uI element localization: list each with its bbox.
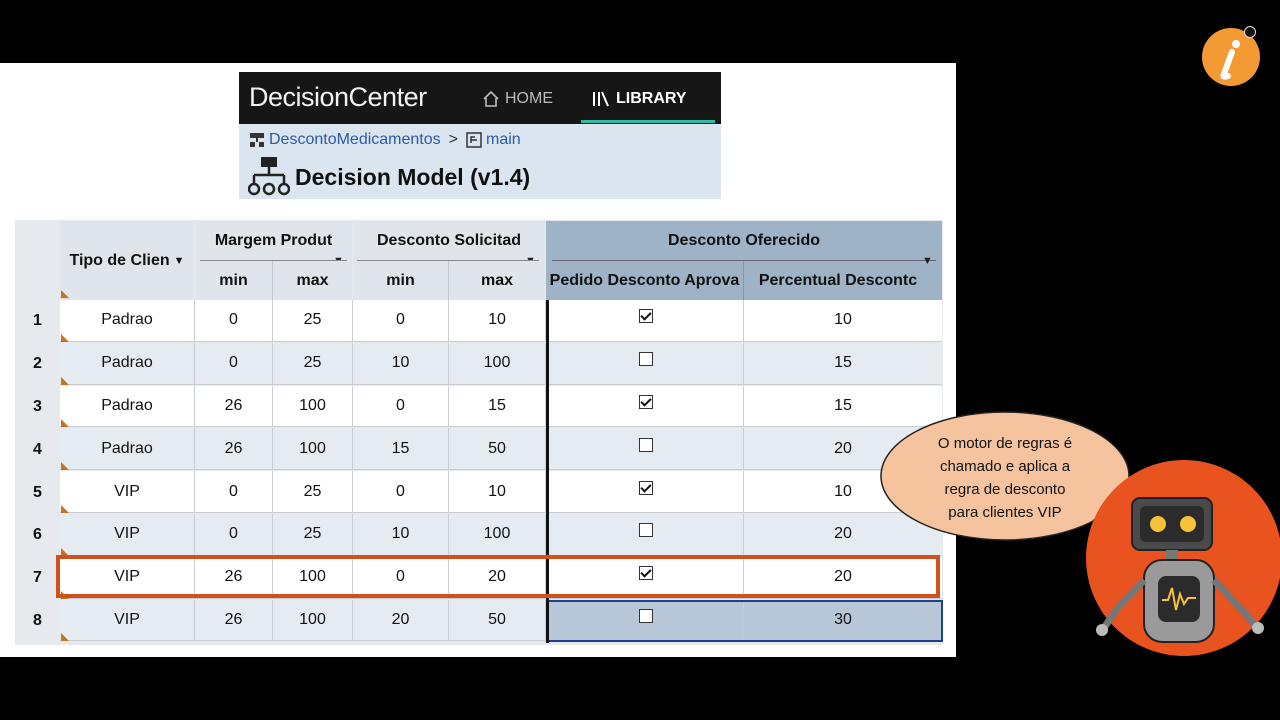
table-cell-d-max[interactable]: 20: [449, 557, 546, 599]
column-header-margem-label: Margem Produt: [214, 232, 333, 249]
table-cell-d-max[interactable]: 15: [449, 386, 546, 428]
table-cell-d-min[interactable]: 0: [353, 300, 449, 342]
home-icon: [482, 90, 500, 108]
tab-library[interactable]: [591, 90, 687, 108]
highlighted-row-frame: [56, 555, 940, 598]
column-header-margem-min: [195, 261, 273, 300]
bubble-line: chamado e aplica a: [939, 458, 1071, 475]
breadcrumb: [249, 131, 521, 149]
row-number[interactable]: 2: [15, 343, 60, 386]
table-cell-m-max[interactable]: 25: [273, 514, 353, 556]
percentual-label: Percentual Descontc: [758, 271, 918, 289]
bubble-line: regra de desconto: [944, 481, 1066, 498]
table-cell-tipo[interactable]: Padrao: [60, 428, 195, 470]
active-tab-underline: [581, 120, 715, 123]
checkbox-unchecked[interactable]: [639, 352, 653, 366]
column-header-percentual[interactable]: [744, 261, 942, 300]
breadcrumb-branch-link[interactable]: main: [485, 131, 521, 148]
table-cell-tipo[interactable]: Padrao: [60, 386, 195, 428]
cell-corner-marker: [61, 377, 69, 385]
column-header-tipo-label: Tipo de Clien: [69, 251, 170, 269]
table-cell-m-min[interactable]: 0: [195, 514, 273, 556]
table-cell-d-max[interactable]: 10: [449, 300, 546, 342]
table-cell-percentual[interactable]: 20: [744, 428, 942, 470]
table-cell-percentual[interactable]: 15: [744, 343, 942, 385]
table-cell-m-max[interactable]: 100: [273, 386, 353, 428]
action-group-label: Desconto Oferecido: [667, 232, 821, 249]
table-cell-m-max[interactable]: 25: [273, 471, 353, 513]
branch-icon: [466, 132, 482, 148]
column-header-margem[interactable]: [195, 221, 352, 261]
logo-dot: [1244, 26, 1256, 38]
column-header-pedido-aprovado[interactable]: [546, 261, 744, 300]
table-cell-m-min[interactable]: 26: [195, 386, 273, 428]
table-cell-m-max[interactable]: 25: [273, 343, 353, 385]
column-header-desconto-max: [449, 261, 545, 300]
row-number[interactable]: 6: [15, 514, 60, 557]
checkbox-checked[interactable]: [639, 481, 653, 495]
checkbox-unchecked[interactable]: [639, 523, 653, 537]
row-number[interactable]: 8: [15, 600, 60, 643]
table-cell-d-min[interactable]: 0: [353, 557, 449, 599]
library-icon: [591, 90, 611, 108]
min-label: min: [386, 271, 415, 289]
table-cell-d-max[interactable]: 10: [449, 471, 546, 513]
table-cell-d-max[interactable]: 50: [449, 600, 546, 642]
table-cell-d-min[interactable]: 20: [353, 600, 449, 642]
row-number[interactable]: 7: [15, 557, 60, 600]
table-cell-m-min[interactable]: 26: [195, 600, 273, 642]
breadcrumb-separator: >: [448, 131, 458, 148]
table-cell-pedido-aprovado[interactable]: [549, 471, 744, 513]
table-cell-percentual[interactable]: 10: [744, 300, 942, 342]
table-cell-m-max[interactable]: 25: [273, 300, 353, 342]
pedido-aprovado-label: Pedido Desconto Aprova: [549, 271, 740, 289]
column-header-margem-max: [273, 261, 352, 300]
table-cell-percentual[interactable]: 30: [744, 600, 942, 642]
table-cell-d-max[interactable]: 100: [449, 343, 546, 385]
checkbox-unchecked[interactable]: [639, 438, 653, 452]
decision-model-header: [239, 124, 721, 199]
table-cell-pedido-aprovado[interactable]: [549, 428, 744, 470]
row-number[interactable]: 3: [15, 386, 60, 429]
project-icon: [249, 132, 265, 148]
bubble-line: O motor de regras é: [937, 435, 1073, 452]
min-label: min: [219, 271, 248, 289]
column-header-desconto[interactable]: [353, 221, 545, 261]
table-cell-d-min[interactable]: 10: [353, 514, 449, 556]
robot-mascot-icon: [1084, 460, 1280, 660]
table-cell-m-min[interactable]: 0: [195, 471, 273, 513]
row-number[interactable]: 4: [15, 428, 60, 471]
table-cell-m-min[interactable]: 26: [195, 428, 273, 470]
tab-home[interactable]: [482, 90, 553, 108]
table-cell-tipo[interactable]: VIP: [60, 471, 195, 513]
checkbox-checked[interactable]: [639, 395, 653, 409]
table-cell-tipo[interactable]: Padrao: [60, 300, 195, 342]
cell-corner-marker: [61, 462, 69, 470]
tab-library-label: LIBRARY: [616, 90, 687, 107]
table-cell-pedido-aprovado[interactable]: [549, 386, 744, 428]
table-cell-percentual[interactable]: 20: [744, 557, 942, 599]
table-cell-m-max[interactable]: 100: [273, 557, 353, 599]
page-title: Decision Model (v1.4): [295, 164, 531, 190]
table-cell-pedido-aprovado[interactable]: [549, 300, 744, 342]
table-cell-d-min[interactable]: 0: [353, 386, 449, 428]
checkbox-checked[interactable]: [639, 309, 653, 323]
cell-corner-marker: [61, 505, 69, 513]
table-cell-m-max[interactable]: 100: [273, 428, 353, 470]
table-cell-d-max[interactable]: 50: [449, 428, 546, 470]
table-cell-m-min[interactable]: 0: [195, 300, 273, 342]
table-cell-m-min[interactable]: 26: [195, 557, 273, 599]
dropdown-arrow-icon[interactable]: ▼: [922, 255, 933, 267]
table-cell-percentual[interactable]: 15: [744, 386, 942, 428]
column-header-tipo[interactable]: [60, 221, 194, 300]
dropdown-arrow-icon[interactable]: ▼: [173, 254, 185, 267]
table-cell-d-min[interactable]: 15: [353, 428, 449, 470]
cell-corner-marker: [61, 290, 69, 298]
table-cell-d-min[interactable]: 0: [353, 471, 449, 513]
decision-model-icon: [248, 157, 290, 197]
table-cell-percentual[interactable]: 10: [744, 471, 942, 513]
column-header-desconto-label: Desconto Solicitad: [376, 232, 522, 249]
max-label: max: [296, 271, 329, 289]
cell-corner-marker: [61, 419, 69, 427]
column-header-desconto-oferecido[interactable]: [546, 221, 942, 261]
table-cell-pedido-aprovado[interactable]: [549, 514, 744, 556]
speech-bubble-text: [905, 432, 1105, 524]
cell-corner-marker: [61, 633, 69, 641]
breadcrumb-project-link[interactable]: DescontoMedicamentos: [269, 131, 441, 148]
table-cell-tipo[interactable]: VIP: [60, 514, 195, 556]
max-label: max: [480, 271, 514, 289]
selected-cell-outline: [547, 600, 943, 643]
tab-home-label: HOME: [505, 90, 553, 107]
table-cell-m-max[interactable]: 100: [273, 600, 353, 642]
bubble-line: para clientes VIP: [948, 504, 1062, 521]
table-cell-pedido-aprovado[interactable]: [549, 343, 744, 385]
row-number[interactable]: 1: [15, 300, 60, 343]
table-cell-tipo[interactable]: Padrao: [60, 343, 195, 385]
column-header-desconto-min: [353, 261, 449, 300]
row-number[interactable]: 5: [15, 471, 60, 514]
table-cell-percentual[interactable]: 20: [744, 514, 942, 556]
decision-center-header: [239, 72, 721, 124]
table-cell-d-min[interactable]: 10: [353, 343, 449, 385]
table-cell-d-max[interactable]: 100: [449, 514, 546, 556]
table-cell-tipo[interactable]: VIP: [60, 557, 195, 599]
app-logo: DecisionCenter: [249, 82, 427, 112]
cell-corner-marker: [61, 334, 69, 342]
table-cell-tipo[interactable]: VIP: [60, 600, 195, 642]
table-cell-m-min[interactable]: 0: [195, 343, 273, 385]
